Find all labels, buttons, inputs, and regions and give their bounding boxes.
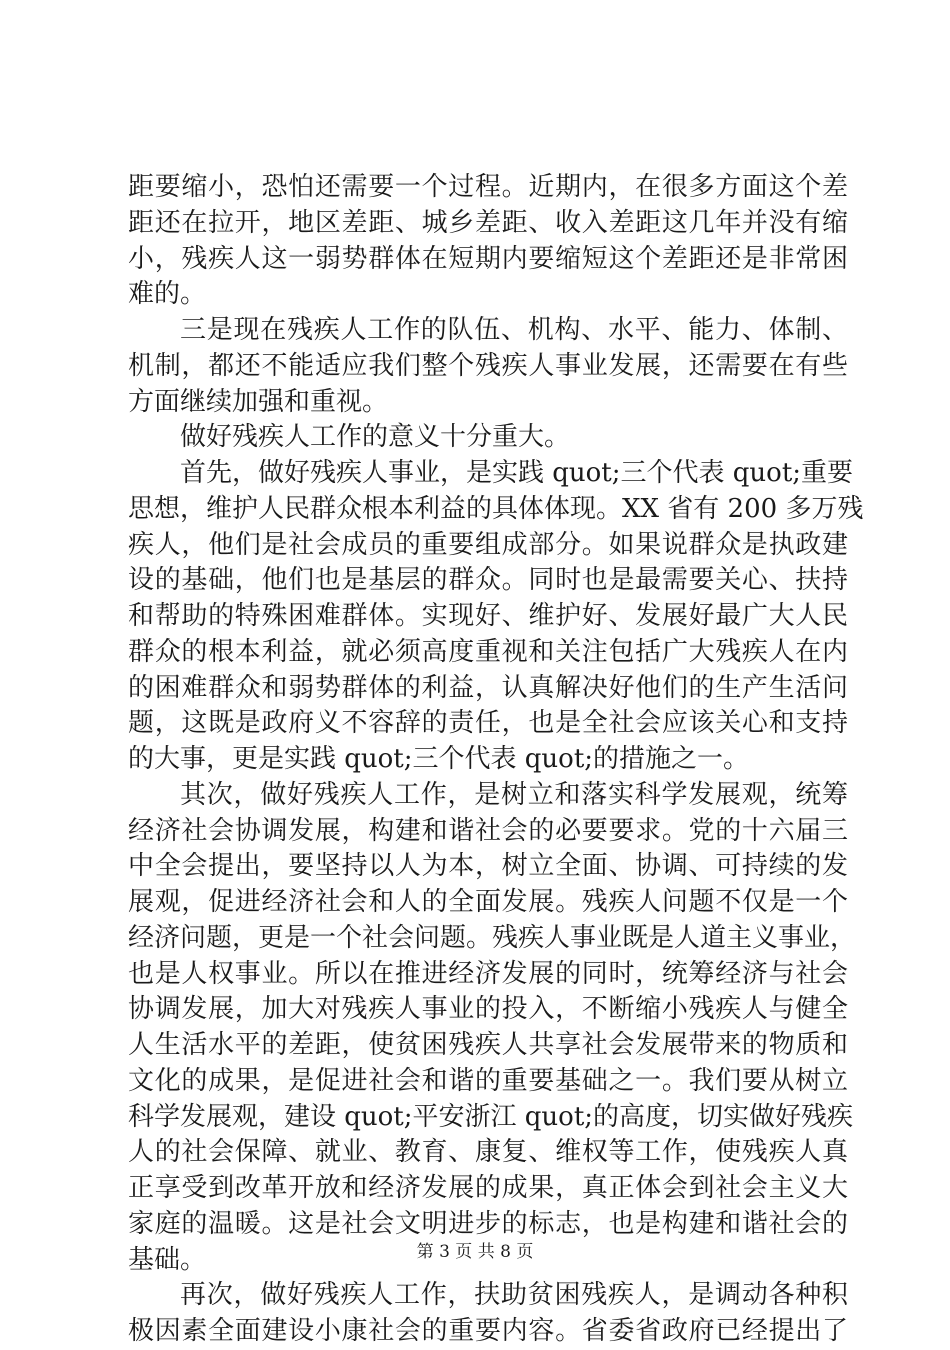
text-line: 人生活水平的差距，使贫困残疾人共享社会发展带来的物质和: [128, 1030, 848, 1060]
text-line: 距要缩小，恐怕还需要一个过程。近期内，在很多方面这个差: [128, 172, 848, 202]
text-line: 距还在拉开，地区差距、城乡差距、收入差距这几年并没有缩: [128, 207, 848, 238]
text-line: 首先，做好残疾人事业，是实践 quot;三个代表 quot;重要: [180, 458, 854, 488]
text-line: 思想，维护人民群众根本利益的具体体现。XX 省有 200 多万残: [128, 493, 864, 524]
text-line: 疾人，他们是社会成员的重要组成部分。如果说群众是执政建: [128, 529, 848, 560]
text-line: 难的。: [128, 279, 207, 310]
text-line: 基础。: [128, 1244, 207, 1275]
text-line: 三是现在残疾人工作的队伍、机构、水平、能力、体制、: [180, 315, 848, 345]
text-line: 家庭的温暖。这是社会文明进步的标志，也是构建和谐社会的: [128, 1208, 848, 1239]
text-line: 再次，做好残疾人工作，扶助贫困残疾人，是调动各种积: [180, 1280, 848, 1311]
text-line: 群众的根本利益，就必须高度重视和关注包括广大残疾人在内: [128, 636, 848, 667]
text-line: 展观，促进经济社会和人的全面发展。残疾人问题不仅是一个: [128, 887, 848, 917]
text-line: 中全会提出，要坚持以人为本，树立全面、协调、可持续的发: [128, 851, 848, 882]
text-line: 正享受到改革开放和经济发展的成果，真正体会到社会主义大: [128, 1173, 848, 1203]
text-line: 经济社会协调发展，构建和谐社会的必要要求。党的十六届三: [128, 815, 848, 846]
text-line: 做好残疾人工作的意义十分重大。: [180, 422, 571, 453]
text-line: 的大事，更是实践 quot;三个代表 quot;的措施之一。: [128, 744, 750, 774]
text-line: 经济问题，更是一个社会问题。残疾人事业既是人道主义事业，: [128, 922, 857, 953]
text-line: 其次，做好残疾人工作，是树立和落实科学发展观，统筹: [180, 779, 848, 810]
document-body: [128, 170, 864, 1350]
text-line: 和帮助的特殊困难群体。实现好、维护好、发展好最广大人民: [128, 601, 848, 631]
text-line: 设的基础，他们也是基层的群众。同时也是最需要关心、扶持: [128, 565, 848, 596]
text-line: 小，残疾人这一弱势群体在短期内要缩短这个差距还是非常困: [128, 243, 848, 274]
text-line: 极因素全面建设小康社会的重要内容。省委省政府已经提出了: [128, 1316, 848, 1346]
text-line: 方面继续加强和重视。: [128, 386, 389, 417]
text-line: 机制，都还不能适应我们整个残疾人事业发展，还需要在有些: [128, 350, 848, 381]
text-line: 协调发展，加大对残疾人事业的投入，不断缩小残疾人与健全: [128, 994, 848, 1025]
text-line: 科学发展观，建设 quot;平安浙江 quot;的高度，切实做好残疾: [128, 1101, 854, 1132]
page-number-footer: 第 3 页 共 8 页: [416, 1242, 534, 1262]
text-line: 题，这既是政府义不容辞的责任，也是全社会应该关心和支持: [128, 708, 848, 739]
text-line: 也是人权事业。所以在推进经济发展的同时，统筹经济与社会: [128, 958, 848, 989]
text-line: 人的社会保障、就业、教育、康复、维权等工作，使残疾人真: [128, 1137, 848, 1168]
text-line: 文化的成果，是促进社会和谐的重要基础之一。我们要从树立: [128, 1065, 848, 1096]
text-line: 的困难群众和弱势群体的利益，认真解决好他们的生产生活问: [128, 672, 848, 703]
